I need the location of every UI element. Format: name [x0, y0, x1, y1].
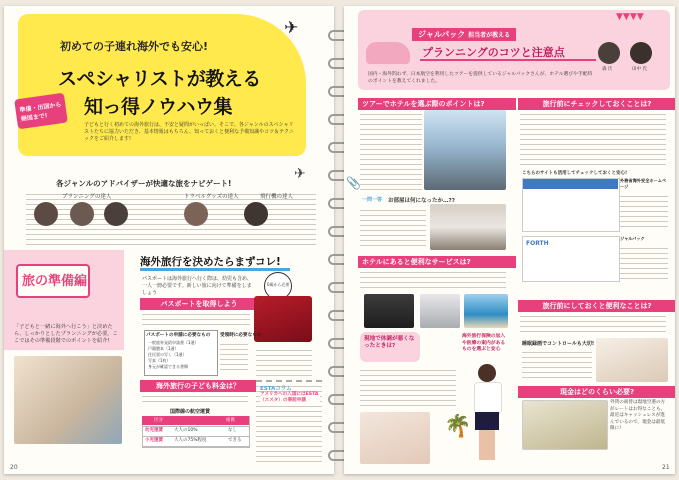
right-intro: 国内・海外問わず、日本航空を利用したツアーを提供しているジャルパックさんが、ホテル選びや手配時のポイントを教えてくれました。 [368, 72, 593, 84]
airplane-icon: ✈ [294, 166, 306, 182]
fee-col: 座席 [226, 418, 235, 423]
brand-sub: 担当者が教える [468, 32, 511, 39]
during-text [520, 312, 666, 334]
fee-header: 海外旅行の子ども料金は？ [140, 380, 256, 392]
child-legs [479, 430, 495, 460]
remote-text [522, 348, 592, 378]
avatar [630, 42, 652, 64]
column-tag: 一問一答 [362, 197, 383, 203]
cash-note: 外貨の両替は現地空港の方がレートはお得なことも。最近はキャッシュレスが進んでいるので、現金は最低限に! [610, 400, 666, 431]
avatar [104, 202, 128, 226]
fee-cell: できる [228, 438, 242, 443]
fee-cell: 幼児運賃 [145, 428, 163, 433]
fee-col: 区分 [154, 418, 163, 423]
medical-text [360, 366, 456, 406]
side-text [620, 244, 668, 280]
facility-text [360, 268, 506, 290]
bubble-text: 現地で体調が悪くなったときは? [364, 336, 415, 349]
cash-header: 現金はどのくらい必要? [518, 386, 675, 398]
family-photo [14, 356, 122, 444]
website-banner [523, 179, 618, 189]
fee-cell: 大人の75%程度 [174, 438, 207, 443]
car-illustration [366, 42, 410, 64]
sticker-text: 準備・出国から 帰国まで! [19, 101, 62, 123]
passport-photo [254, 296, 312, 342]
passport-note: パスポートは海外旅行へ行く際は、幼児も含め、一人一冊必要です。新しい旅に向けて準備をしましょう [142, 276, 252, 296]
during-header: 旅行前にしておくと便利なことは? [518, 300, 675, 312]
prep-intro: 「子どもと一緒に海外へ行こう」と決めたら、しっかりとしたプランニングが必要。ここではその準備段階でのポイントを紹介! [14, 324, 118, 344]
child-shorts [475, 412, 499, 430]
resort-photo [464, 294, 508, 328]
child-shirt [474, 382, 502, 414]
esta-column-title: アメリカへの入国にはESTA（エスタ）の事前申請 [260, 392, 319, 403]
hotel-text [360, 110, 422, 190]
decide-underline [140, 268, 290, 271]
advisers-title: 各ジャンルのアドバイザーが快適な旅をナビゲート! [56, 179, 232, 188]
page-number-left: 20 [10, 464, 18, 471]
passport-body [142, 310, 250, 328]
main-title-2: 知っ得ノウハウ集 [84, 96, 233, 118]
staff-name: 森 氏 [602, 67, 613, 72]
fee-cell: 大人の10% [174, 428, 198, 433]
docs-item: 写真（1枚） [148, 358, 171, 363]
passport-header: パスポートを取得しよう [140, 298, 258, 310]
avatar [70, 202, 94, 226]
age-badge-text: 0歳から必要 [267, 282, 290, 287]
fee-table-title: 国際線の航空運賃 [170, 409, 211, 415]
adviser-group-planning: プランニングの達人 [62, 194, 112, 200]
fee-cell: なし [228, 428, 237, 433]
laundry-photo [420, 294, 460, 328]
check-text [520, 110, 666, 166]
sleeping-photo [596, 338, 668, 382]
brand-label [412, 28, 516, 41]
right-page [344, 6, 675, 474]
fee-cell: 小児運賃 [145, 438, 163, 443]
check-sub: こちらのサイトも活用してチェックしておくと安心! [522, 171, 628, 176]
docs-badge: 受領時に必要なもの [220, 333, 262, 338]
remote-label: 睡眠録画でコントロールも大切! [522, 341, 595, 347]
column-title: お部屋は何になったか…?? [388, 198, 455, 204]
avatar [184, 202, 208, 226]
avatar [598, 42, 620, 64]
fee-body [142, 392, 248, 406]
left-page [4, 6, 334, 474]
child-head [478, 364, 496, 382]
title-underline [420, 59, 596, 61]
cash-photo [522, 400, 608, 450]
side-label: ジャルパック [620, 236, 645, 241]
main-title-1: スペシャリストが教える [58, 68, 261, 90]
hotel-header: ツアーでホテルを選ぶ際のポイントは? [358, 98, 516, 110]
docs-item: 住民票の写し（1通） [148, 352, 187, 357]
facility-header: ホテルにあると便利なサービスは? [358, 256, 516, 268]
room-photo [430, 204, 506, 250]
paperclip-icon: 📎 [346, 176, 361, 190]
avatar [34, 202, 58, 226]
docs-badge-body [220, 340, 248, 370]
avatar [244, 202, 268, 226]
intro-text: 子どもと行く初めての海外旅行は、不安と疑問がいっぱい。そこで、各ジャンルのスペシャリストたちに協力いただき、基本情報はもちろん、知っておくと便利な予備知識やコツ＆テクニックをご紹介します! [84, 122, 294, 142]
prep-label: 旅の準備編 [22, 274, 88, 289]
palm-tree-icon: 🌴 [444, 414, 472, 439]
staff-name: 田中 氏 [632, 67, 647, 72]
bunting-icon: ▼▼▼▼ [616, 12, 644, 22]
thermometer-photo [360, 412, 430, 464]
decide-title: 海外旅行を決めたらまずコレ! [140, 256, 281, 268]
side-label: 外務省海外安全ホームページ [620, 178, 667, 189]
adviser-group-airplane: 飛行機の達人 [260, 194, 294, 200]
page-number-right: 21 [662, 464, 670, 471]
docs-item: 戸籍謄本（1通） [148, 346, 179, 351]
brand-name: ジャルパック [418, 30, 466, 39]
adviser-group-goods: トラベルグッズの達人 [184, 194, 239, 200]
docs-header: パスポートの申請に必要なもの [146, 333, 211, 338]
hotel-photo [424, 110, 506, 190]
pink-note: 海外旅行保険の加入や医療の案内があるものを選ぶと安心 [462, 334, 506, 352]
side-text [620, 192, 668, 228]
check-header: 旅行前にチェックしておくことは? [518, 98, 675, 110]
column-text [360, 206, 426, 246]
right-title: プランニングのコツと注意点 [422, 46, 565, 59]
passport-side-text [256, 346, 312, 376]
esta-column-label: ESTAコラム [260, 386, 292, 392]
docs-item: 一般旅券発給申請書（1通） [148, 340, 199, 345]
docs-item: 身元が確認できる書類 [148, 364, 188, 369]
airplane-icon: ✈ [284, 18, 299, 38]
forth-label: FORTH [526, 240, 549, 247]
microwave-photo [364, 294, 414, 328]
top-title: 初めての子連れ海外でも安心! [60, 40, 209, 53]
